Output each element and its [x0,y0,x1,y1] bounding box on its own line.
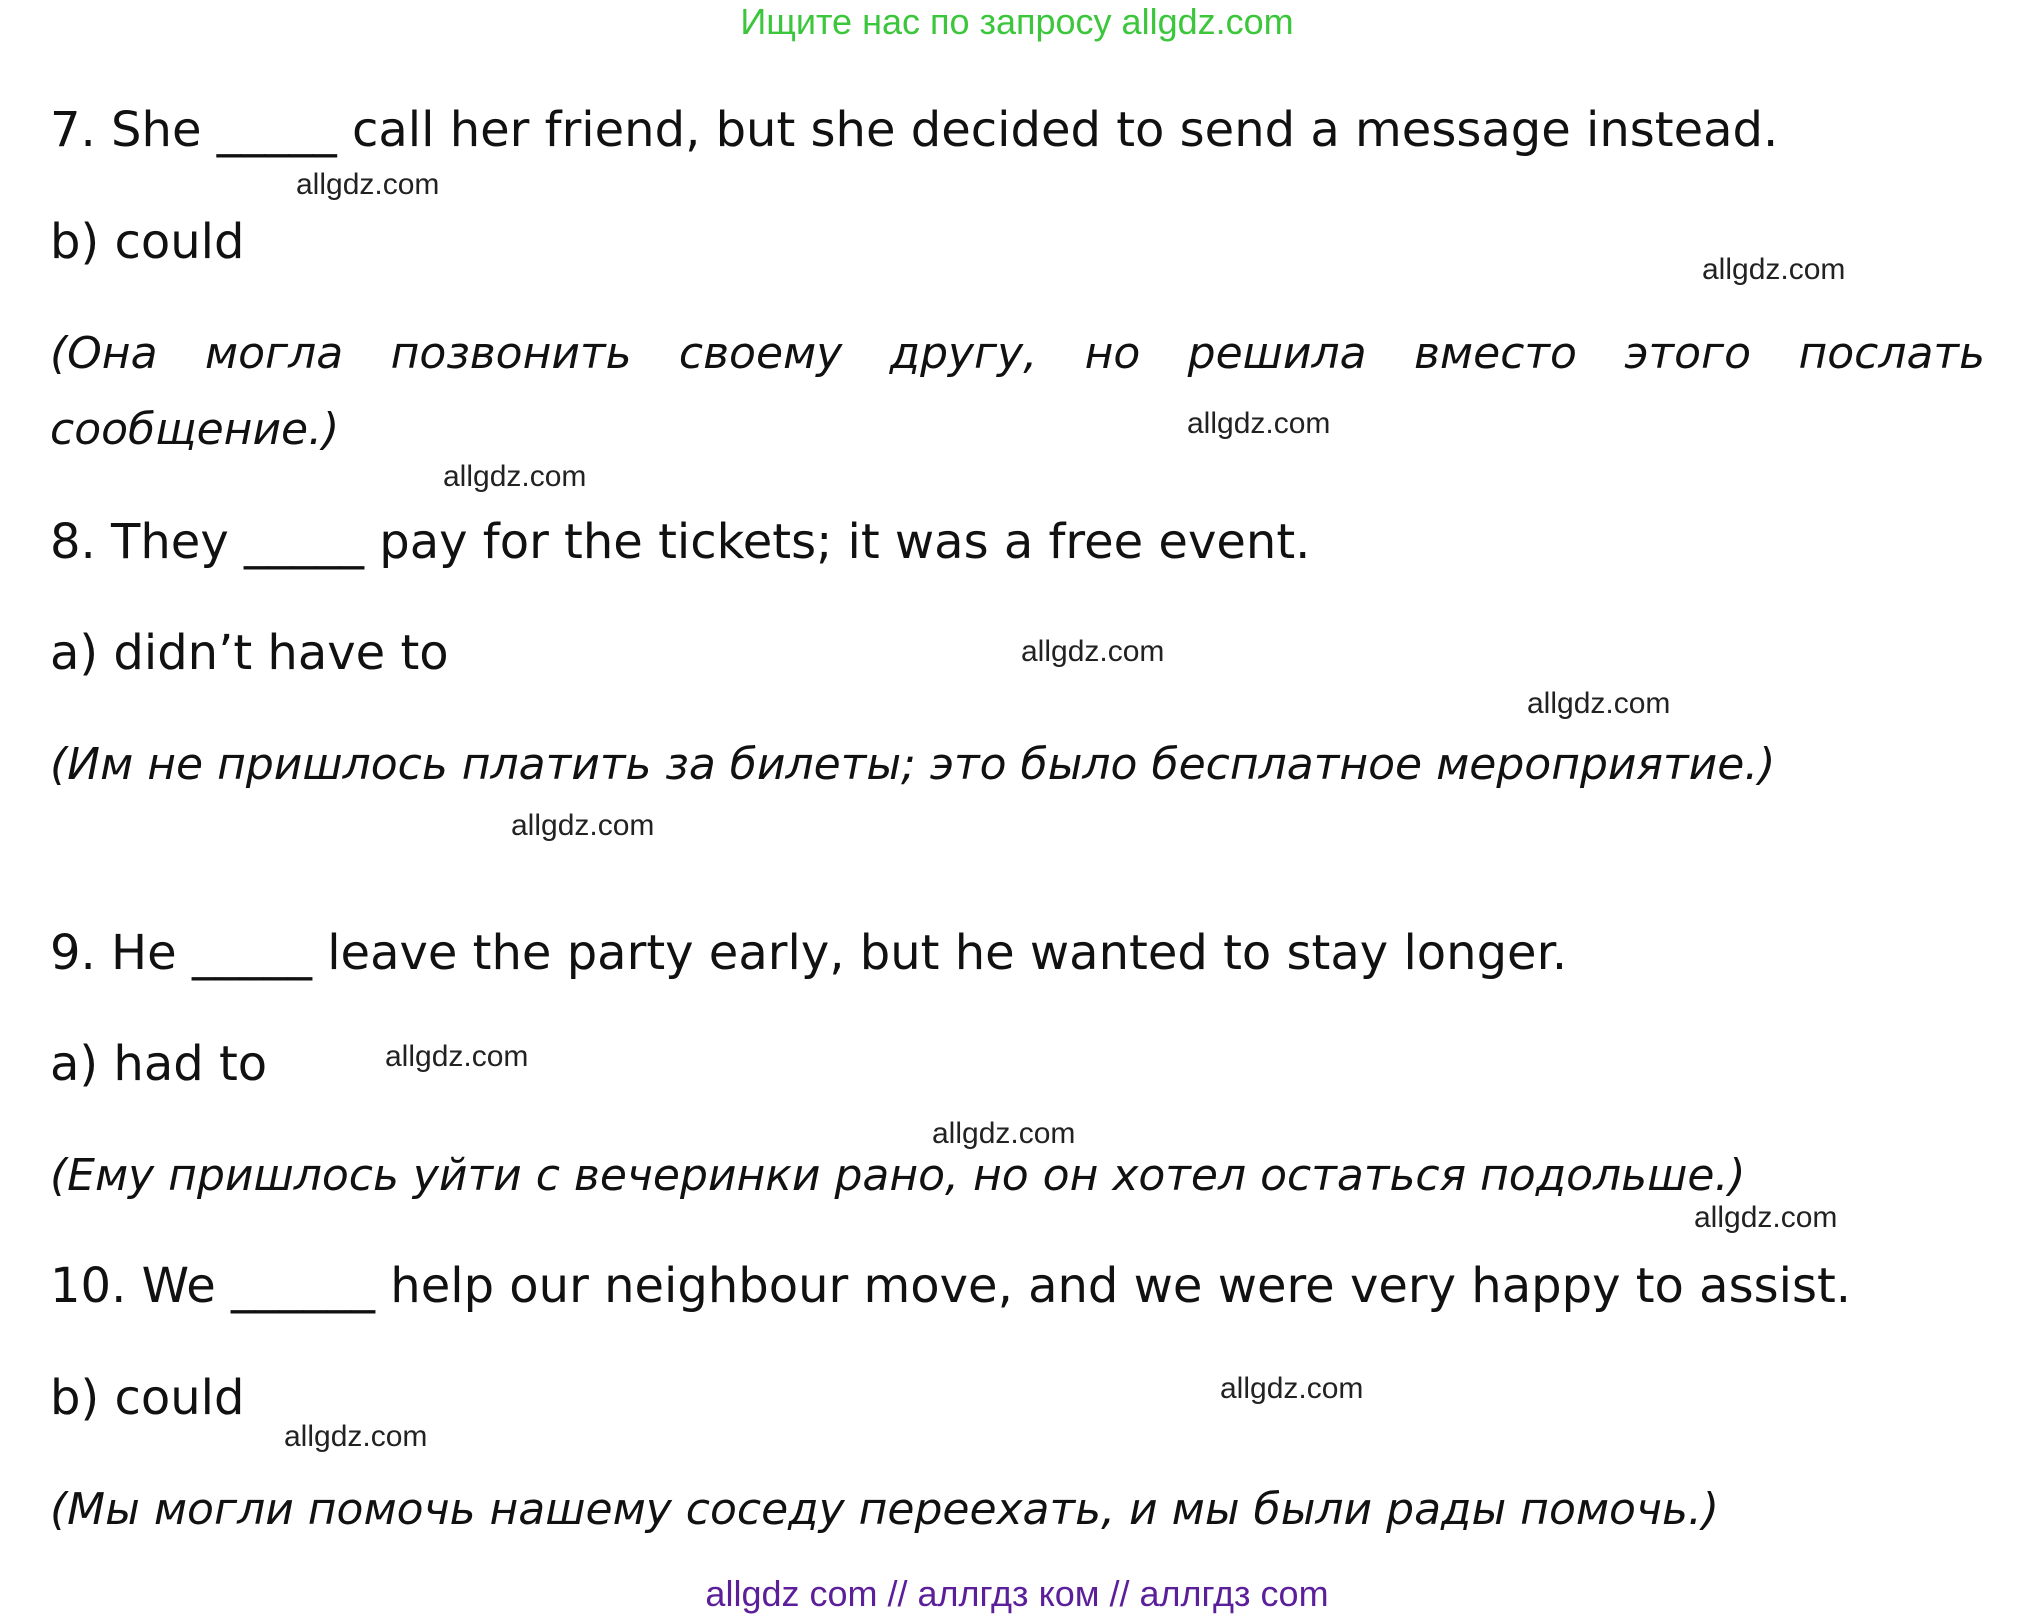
watermark: allgdz.com [1527,687,1671,720]
watermark: allgdz.com [385,1040,529,1073]
answer-7: b) could [50,214,245,270]
watermark: allgdz.com [1187,407,1331,440]
watermark: allgdz.com [1694,1201,1838,1234]
answer-9: a) had to [50,1036,268,1092]
watermark: allgdz.com [1021,635,1165,668]
translation-7: (Она могла позвонить своему другу, но решила вместо этого послать сообщение.) [50,328,1985,455]
top-banner: Ищите нас по запросу allgdz.com [740,1,1294,42]
watermark: allgdz.com [1220,1372,1364,1405]
translation-9: (Ему пришлось уйти с вечеринки рано, но он хотел остаться подольше.) [50,1150,1746,1201]
question-8: 8. They _____ pay for the tickets; it was a free event. [50,514,1311,570]
watermark: allgdz.com [284,1420,428,1453]
question-9: 9. He _____ leave the party early, but he wanted to stay longer. [50,925,1568,981]
watermark: allgdz.com [1702,253,1846,286]
answer-10: b) could [50,1370,245,1426]
watermark: allgdz.com [511,809,655,842]
translation-8: (Им не пришлось платить за билеты; это было бесплатное мероприятие.) [50,739,1776,790]
watermark: allgdz.com [932,1117,1076,1150]
question-7: 7. She _____ call her friend, but she decided to send a message instead. [50,102,1779,158]
footer-links: allgdz com // аллгдз ком // аллгдз com [705,1573,1329,1614]
watermark: allgdz.com [296,168,440,201]
watermark: allgdz.com [443,460,587,493]
question-10: 10. We ______ help our neighbour move, and we were very happy to assist. [50,1258,1852,1314]
translation-10: (Мы могли помочь нашему соседу переехать, и мы были рады помочь.) [50,1484,1720,1535]
answer-8: a) didn’t have to [50,625,449,681]
